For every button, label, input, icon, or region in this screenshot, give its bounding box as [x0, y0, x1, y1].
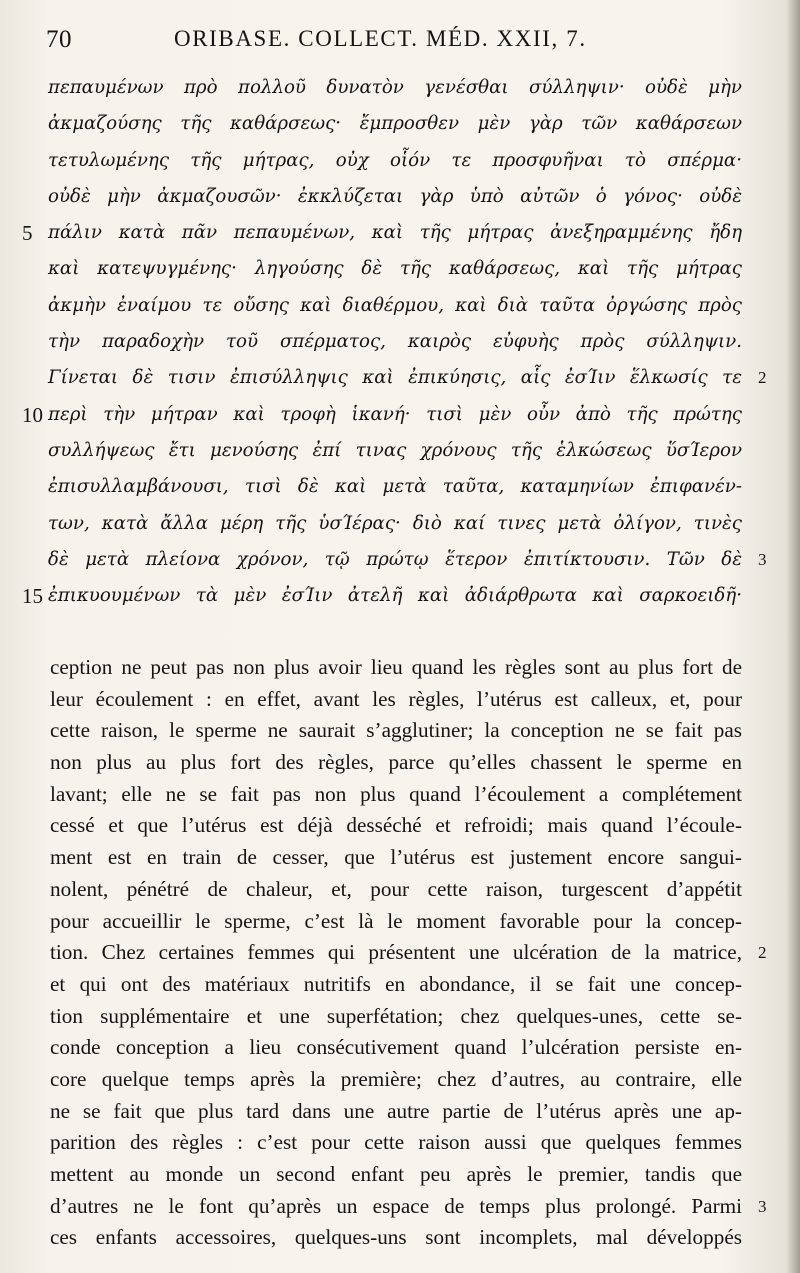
french-line	[0, 1159, 800, 1191]
line-text: πεπαυμένων πρὸ πολλοῦ δυνατὸν γενέσθαι σύλληψιν· οὐδὲ μὴν	[48, 77, 742, 98]
line-text: pour accueillir le sperme, c’est là le moment favorable pour la concep-	[50, 908, 742, 933]
french-line	[0, 747, 800, 779]
page-number: 70	[46, 26, 72, 53]
greek-line	[0, 506, 800, 542]
page-header	[46, 22, 746, 56]
french-line	[0, 842, 800, 874]
line-text: ἀκμὴν ἐναίμου τε οὔσης καὶ διαθέρμου, καὶ διὰ ταῦτα ὀργώσης πρὸς	[48, 294, 742, 316]
greek-line	[0, 288, 800, 324]
line-text: tion. Chez certaines femmes qui présentent une ulcération de la matrice,	[50, 940, 742, 965]
greek-line	[0, 433, 800, 469]
greek-line	[0, 469, 800, 505]
margin-section-number: 2	[758, 368, 767, 388]
line-text: δὲ μετὰ πλείονα χρόνον, τῷ πρώτῳ ἕτερον ἐπιτίκτουσιν. Τῶν δὲ	[48, 548, 742, 570]
line-text: nolent, pénétré de chaleur, et, pour cette raison, turgescent d’appétit	[50, 876, 742, 901]
line-text: συλλήψεως ἔτι μενούσης ἐπί τινας χρόνους τῆς ἑλκώσεως ὕσΊερον	[48, 439, 742, 461]
margin-section-number: 3	[758, 549, 767, 569]
french-line	[0, 684, 800, 716]
line-text: ces enfants accessoires, quelques-uns sont incomplets, mal développés	[50, 1225, 742, 1250]
french-line	[0, 715, 800, 747]
greek-line	[0, 578, 800, 614]
french-translation-block	[0, 652, 800, 1254]
greek-line	[0, 179, 800, 215]
french-line	[0, 1032, 800, 1064]
line-text: οὐδὲ μὴν ἀκμαζουσῶν· ἐκκλύζεται γὰρ ὑπὸ αὐτῶν ὁ γόνος· οὐδὲ	[48, 185, 742, 207]
greek-line	[0, 106, 800, 142]
french-line	[0, 1191, 800, 1223]
greek-line	[0, 397, 800, 433]
line-number: 10	[22, 402, 43, 427]
line-text: τετυλωμένης τῆς μήτρας, οὐχ οἷόν τε προσφυῆναι τὸ σπέρμα·	[48, 149, 742, 171]
french-line	[0, 937, 800, 969]
greek-line	[0, 542, 800, 578]
greek-line	[0, 360, 800, 396]
french-line	[0, 652, 800, 684]
line-text: conde conception a lieu consécutivement quand l’ulcération persiste en-	[50, 1035, 742, 1060]
line-text: mettent au monde un second enfant peu après le premier, tandis que	[50, 1162, 742, 1186]
line-text: ἐπισυλλαμβάνουσι, τισὶ δὲ καὶ μετὰ ταῦτα, καταμηνίων ἐπιφανέν-	[48, 476, 742, 498]
line-text: ἀκμαζούσης τῆς καθάρσεως· ἔμπροσθεν μὲν γὰρ τῶν καθάρσεων	[48, 113, 742, 135]
line-text: ἐπικυουμένων τὰ μὲν ἐσΊιν ἀτελῆ καὶ ἀδιάρθρωτα καὶ σαρκοειδῆ·	[48, 585, 742, 607]
line-text: ne se fait que plus tard dans une autre partie de l’utérus après une ap-	[50, 1098, 742, 1123]
greek-line	[0, 215, 800, 251]
line-text: tion supplémentaire et une superfétation; chez quelques-unes, cette se-	[50, 1003, 742, 1028]
french-line	[0, 1096, 800, 1128]
line-text: cessé et que l’utérus est déjà desséché et refroidi; mais quand l’écoule-	[50, 813, 742, 838]
greek-text-block	[0, 70, 800, 614]
french-line	[0, 906, 800, 938]
french-line	[0, 1222, 800, 1254]
french-line	[0, 1127, 800, 1159]
french-line	[0, 779, 800, 811]
line-text: ception ne peut pas non plus avoir lieu quand les règles sont au plus fort de	[50, 655, 742, 679]
line-text: των, κατὰ ἄλλα μέρη τῆς ὑσΊέρας· διὸ καί τινες μετὰ ὀλίγον, τινὲς	[48, 512, 742, 534]
line-text: parition des règles : c’est pour cette raison aussi que quelques femmes	[50, 1130, 742, 1155]
margin-section-number: 2	[758, 943, 767, 963]
line-text: περὶ τὴν μήτραν καὶ τροφὴ ἱκανή· τισὶ μὲν οὖν ἀπὸ τῆς πρώτης	[48, 403, 742, 425]
greek-line	[0, 251, 800, 287]
line-number: 15	[22, 584, 43, 609]
greek-line	[0, 70, 800, 106]
french-line	[0, 874, 800, 906]
margin-section-number: 3	[758, 1196, 767, 1216]
line-text: τὴν παραδοχὴν τοῦ σπέρματος, καιρὸς εὐφυὴς πρὸς σύλληψιν.	[48, 331, 742, 353]
line-text: πάλιν κατὰ πᾶν πεπαυμένων, καὶ τῆς μήτρας ἀνεξηραμμένης ἤδη	[48, 222, 742, 244]
line-text: et qui ont des matériaux nutritifs en abondance, il se fait une concep-	[50, 971, 742, 996]
line-number: 5	[22, 221, 33, 246]
french-line	[0, 969, 800, 1001]
line-text: leur écoulement : en effet, avant les règles, l’utérus est calleux, et, pour	[50, 686, 742, 711]
line-text: core quelque temps après la première; chez d’autres, au contraire, elle	[50, 1066, 742, 1091]
french-line	[0, 1064, 800, 1096]
page-gutter-shadow	[786, 0, 800, 1273]
french-line	[0, 810, 800, 842]
line-text: Γίνεται δὲ τισιν ἐπισύλληψις καὶ ἐπικύησις, αἷς ἐσΊιν ἕλκωσίς τε	[48, 367, 742, 389]
greek-line	[0, 324, 800, 360]
line-text: cette raison, le sperme ne saurait s’agglutiner; la conception ne se fait pas	[50, 718, 742, 743]
line-text: ment est en train de cesser, que l’utérus est justement encore sangui-	[50, 845, 742, 870]
greek-line	[0, 143, 800, 179]
line-text: d’autres ne le font qu’après un espace de temps plus prolongé. Parmi	[50, 1193, 742, 1218]
french-line	[0, 1001, 800, 1033]
line-text: καὶ κατεψυγμένης· ληγούσης δὲ τῆς καθάρσεως, καὶ τῆς μήτρας	[48, 258, 742, 280]
running-title: ORIBASE. COLLECT. MÉD. XXII, 7.	[174, 26, 587, 51]
line-text: non plus au plus fort des règles, parce qu’elles chassent le sperme en	[50, 750, 742, 775]
line-text: lavant; elle ne se fait pas non plus quand l’écoulement a complétement	[50, 781, 742, 806]
